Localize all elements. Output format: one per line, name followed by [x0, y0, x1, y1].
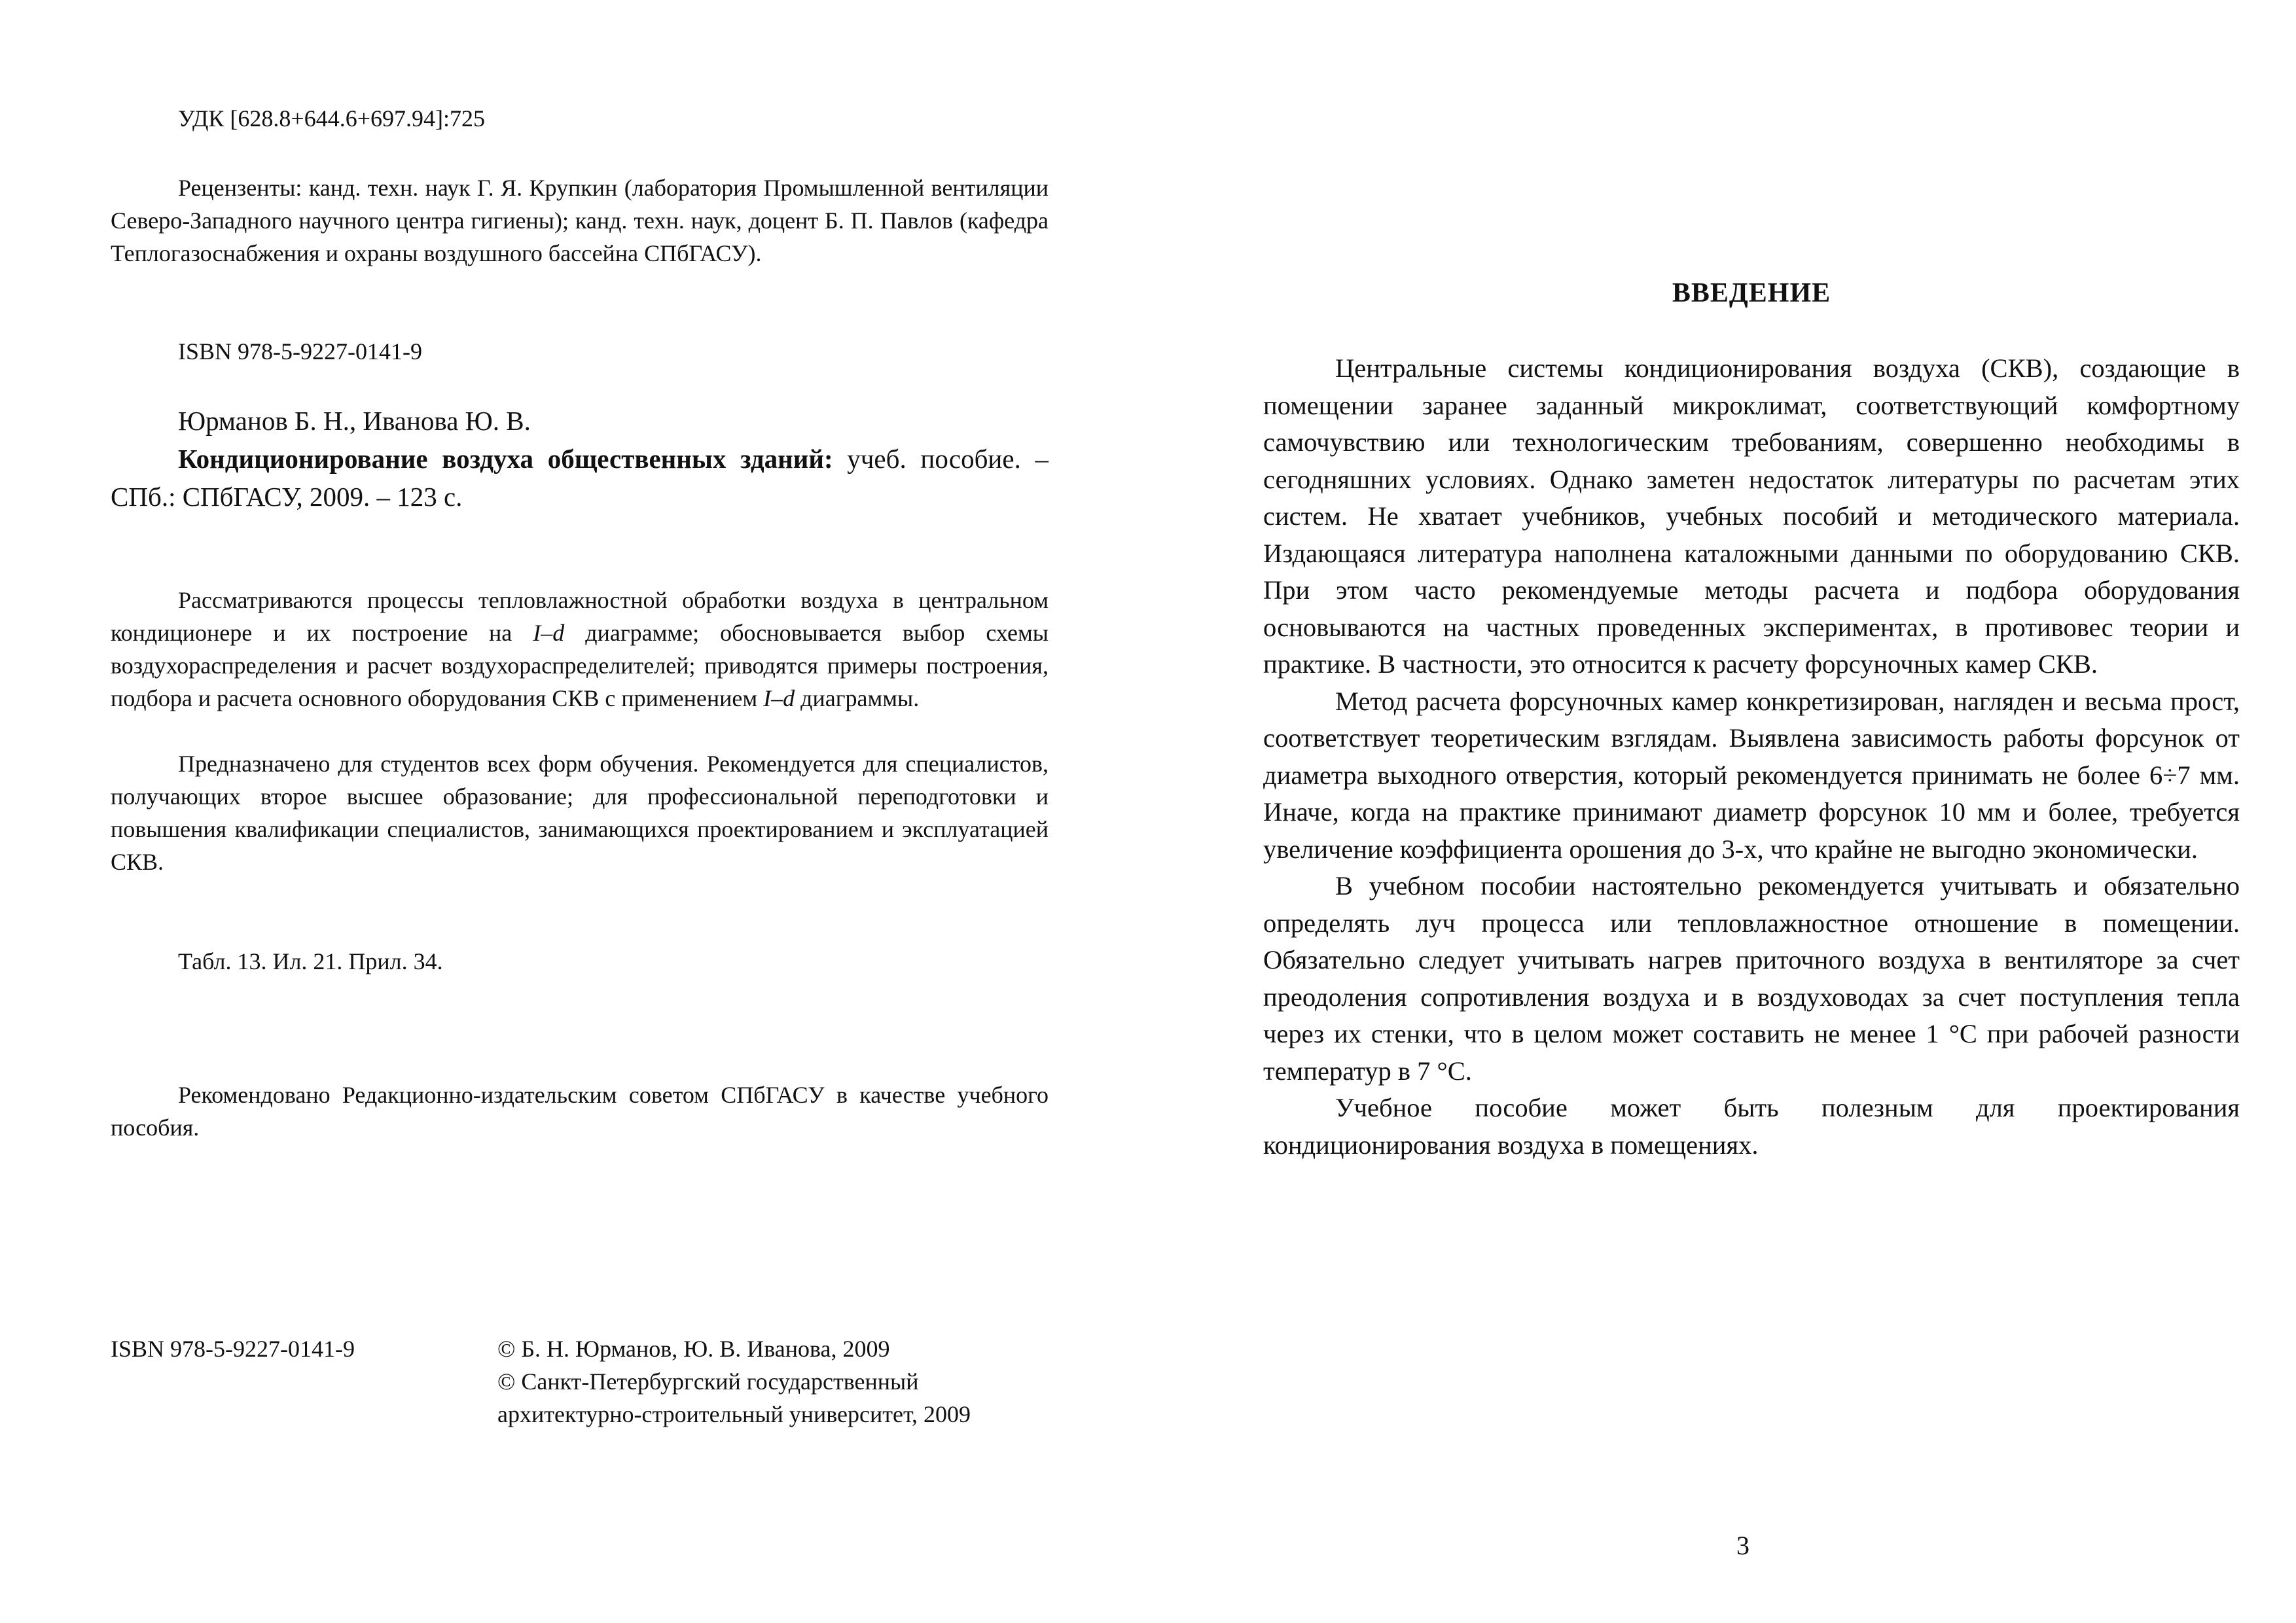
- id-diagram-term: I–d: [533, 620, 565, 646]
- intro-paragraph-4: Учебное пособие может быть полезным для проектирования кондиционирования воздуха в помещениях.: [1263, 1093, 2240, 1160]
- annotation-text: диаграммы.: [795, 685, 920, 711]
- intro-paragraph-2: Метод расчета форсуночных камер конкретизирован, нагляден и весьма прост, соответствует теоретическим взглядам. Выявлена зависимость работы форсунок от диаметра выходного отверстия, который рекомендуется принимать не более 6÷7 мм. Иначе, когда на практике принимают диаметр форсунок 10 мм и более, требуется увеличение коэффициента орошения до 3-х, что крайне не выгодно экономически.: [1263, 686, 2240, 864]
- copyright-university: © Санкт-Петербургский государственный: [497, 1368, 919, 1395]
- udk-code: УДК [628.8+644.6+697.94]:725: [178, 105, 486, 132]
- copyright-university-cont: архитектурно-строительный университет, 2009: [497, 1401, 971, 1427]
- book-title: Кондиционирование воздуха общественных зданий:: [178, 444, 833, 474]
- page-number: 3: [1736, 1531, 1749, 1560]
- copyright-authors: © Б. Н. Юрманов, Ю. В. Иванова, 2009: [497, 1336, 890, 1362]
- recommendation-note: Рекомендовано Редакционно-издательским советом СПбГАСУ в качестве учебного пособия.: [111, 1082, 1049, 1141]
- annotation-text: диаграмме; обосновывается выбор схемы воздухораспределения и расчет воздухораспределителей; приводятся примеры построения, подбора и расчета основного оборудования СКВ с применением: [111, 620, 1049, 711]
- isbn-bottom: ISBN 978-5-9227-0141-9: [111, 1336, 355, 1362]
- bibliographic-record: [111, 440, 1049, 516]
- intro-paragraph-3: В учебном пособии настоятельно рекомендуется учитывать и обязательно определять луч процесса или тепловлажностное отношение в помещении. Обязательно следует учитывать нагрев приточного воздуха в вентиляторе за счет преодоления сопротивления воздуха и в воздуховодах за счет поступления тепла через их стенки, что в целом может составить не менее 1 °С при рабочей разности температур в 7 °С.: [1263, 871, 2240, 1086]
- annotation-paragraph-1: [111, 584, 1049, 715]
- introduction-page: [1148, 0, 2296, 1623]
- annotation-paragraph-2: Предназначено для студентов всех форм обучения. Рекомендуется для специалистов, получающих второе высшее образование; для профессиональной переподготовки и повышения квалификации специалистов, занимающихся проектированием и эксплуатацией СКВ.: [111, 751, 1049, 875]
- annotation-text: Рассматриваются процессы тепловлажностной обработки воздуха в центральном кондиционере и их построение на: [111, 587, 1049, 646]
- copyright-block: [497, 1332, 1073, 1431]
- stats-line: Табл. 13. Ил. 21. Прил. 34.: [178, 948, 443, 974]
- book-details: учеб. пособие. – СПб.: СПбГАСУ, 2009. – 123 с.: [111, 444, 1049, 512]
- isbn-top: ISBN 978-5-9227-0141-9: [178, 338, 422, 365]
- section-heading: ВВЕДЕНИЕ: [1672, 278, 1831, 308]
- reviewers-note: Рецензенты: канд. техн. наук Г. Я. Крупкин (лаборатория Промышленной вентиляции Северо-Западного научного центра гигиены); канд. техн. наук, доцент Б. П. Павлов (кафедра Теплогазоснабжения и охраны воздушного бассейна СПбГАСУ).: [111, 175, 1049, 266]
- authors-line: Юрманов Б. Н., Иванова Ю. В.: [178, 406, 531, 436]
- intro-body: [1263, 350, 2240, 1164]
- id-diagram-term: I–d: [763, 685, 795, 711]
- intro-paragraph-1: Центральные системы кондиционирования воздуха (СКВ), создающие в помещении заранее заданный микроклимат, соответствующий комфортному самочувствию или технологическим требованиям, совершенно необходимы в сегодняшних условиях. Однако заметен недостаток литературы по расчетам этих систем. Не хватает учебников, учебных пособий и методического материала. Издающаяся литература наполнена каталожными данными по оборудованию СКВ. При этом часто рекомендуемые методы расчета и подбора оборудования основываются на частных проведенных экспериментах, в противовес теории и практике. В частности, это относится к расчету форсуночных камер СКВ.: [1263, 353, 2240, 679]
